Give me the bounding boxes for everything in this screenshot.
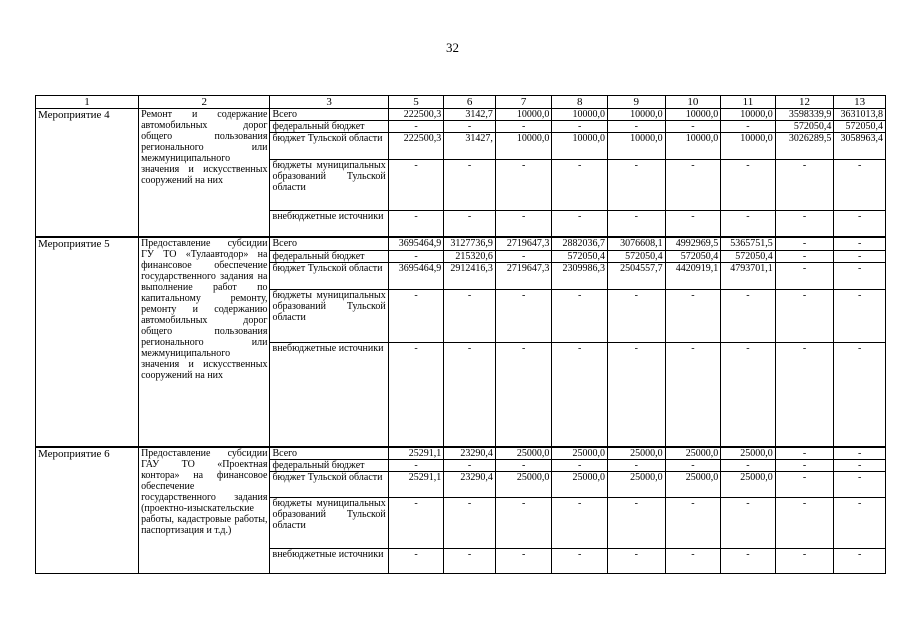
value-cell: - (444, 160, 496, 211)
value-cell: - (495, 343, 552, 447)
funding-source: Всего (270, 237, 388, 251)
value-cell: - (552, 290, 608, 343)
value-cell: 2882036,7 (552, 237, 608, 251)
value-cell: 2719647,3 (495, 237, 552, 251)
value-cell: - (495, 121, 552, 133)
value-cell: - (834, 343, 886, 447)
value-cell: - (834, 263, 886, 290)
value-cell: - (775, 290, 834, 343)
value-cell: - (665, 548, 721, 573)
value-cell: 25000,0 (608, 447, 666, 460)
value-cell: - (444, 459, 496, 471)
value-cell: - (721, 121, 776, 133)
value-cell: - (834, 548, 886, 573)
funding-source: федеральный бюджет (270, 121, 388, 133)
value-cell: 222500,3 (388, 133, 444, 160)
value-cell: 4992969,5 (665, 237, 721, 251)
value-cell: 25000,0 (721, 447, 776, 460)
value-cell: 10000,0 (552, 109, 608, 121)
table-row (36, 109, 886, 121)
value-cell: - (608, 290, 666, 343)
value-cell: 10000,0 (665, 109, 721, 121)
value-cell: - (444, 343, 496, 447)
column-header: 1 (36, 96, 139, 109)
value-cell: - (775, 211, 834, 237)
value-cell: 222500,3 (388, 109, 444, 121)
value-cell: 2309986,3 (552, 263, 608, 290)
value-cell: - (721, 160, 776, 211)
funding-source: внебюджетные источники (270, 548, 388, 573)
value-cell: 23290,4 (444, 471, 496, 497)
value-cell: 25000,0 (721, 471, 776, 497)
value-cell: - (834, 211, 886, 237)
event-description: Предоставление субсидии ГУ ТО «Тулаавтодор» на финансовое обеспечение государственного задания на выполнение работ по капитальному ремонту, ремонту и содержанию автомобильных дорог общего пользования регионального или межмуниципального значения и искусственных сооружений на них (139, 237, 270, 447)
event-description: Ремонт и содержание автомобильных дорог общего пользования регионального или межмуниципального значения и искусственных сооружений на них (139, 109, 270, 237)
value-cell: - (444, 121, 496, 133)
value-cell: 2912416,3 (444, 263, 496, 290)
funding-source: федеральный бюджет (270, 251, 388, 263)
value-cell: - (775, 160, 834, 211)
value-cell: - (775, 447, 834, 460)
value-cell: 23290,4 (444, 447, 496, 460)
value-cell: - (721, 290, 776, 343)
value-cell: 4793701,1 (721, 263, 776, 290)
value-cell: 3142,7 (444, 109, 496, 121)
value-cell: - (552, 121, 608, 133)
funding-source: внебюджетные источники (270, 211, 388, 237)
funding-source: бюджет Тульской области (270, 133, 388, 160)
value-cell: - (608, 497, 666, 548)
value-cell: - (721, 211, 776, 237)
value-cell: - (608, 160, 666, 211)
value-cell: - (665, 497, 721, 548)
value-cell: 215320,6 (444, 251, 496, 263)
value-cell: - (495, 211, 552, 237)
value-cell: 572050,4 (834, 121, 886, 133)
value-cell: 572050,4 (775, 121, 834, 133)
funding-source: федеральный бюджет (270, 459, 388, 471)
funding-source: бюджеты муниципальных образований Тульской области (270, 497, 388, 548)
funding-source: Всего (270, 447, 388, 460)
value-cell: - (552, 548, 608, 573)
value-cell: - (665, 160, 721, 211)
table-body (36, 109, 886, 574)
value-cell: - (552, 343, 608, 447)
event-label: Мероприятие 5 (36, 237, 139, 447)
value-cell: - (665, 211, 721, 237)
value-cell: 3695464,9 (388, 263, 444, 290)
value-cell: 10000,0 (721, 109, 776, 121)
value-cell: - (775, 459, 834, 471)
column-header: 10 (665, 96, 721, 109)
value-cell: - (721, 548, 776, 573)
value-cell: 10000,0 (608, 133, 666, 160)
funding-source: бюджет Тульской области (270, 471, 388, 497)
value-cell: 25291,1 (388, 471, 444, 497)
value-cell: - (388, 160, 444, 211)
value-cell: - (444, 211, 496, 237)
value-cell: 3058963,4 (834, 133, 886, 160)
value-cell: - (834, 237, 886, 251)
value-cell: 4420919,1 (665, 263, 721, 290)
value-cell: - (444, 548, 496, 573)
value-cell: 25000,0 (552, 471, 608, 497)
page-number: 32 (446, 40, 459, 55)
value-cell: - (775, 263, 834, 290)
value-cell: - (444, 290, 496, 343)
value-cell: - (552, 211, 608, 237)
value-cell: 5365751,5 (721, 237, 776, 251)
value-cell: - (552, 497, 608, 548)
value-cell: - (495, 497, 552, 548)
value-cell: - (552, 160, 608, 211)
value-cell: 25291,1 (388, 447, 444, 460)
value-cell: - (608, 121, 666, 133)
value-cell: - (388, 290, 444, 343)
funding-source: бюджеты муниципальных образований Тульской области (270, 290, 388, 343)
column-header: 5 (388, 96, 444, 109)
value-cell: - (552, 459, 608, 471)
value-cell: - (495, 459, 552, 471)
value-cell: - (775, 237, 834, 251)
value-cell: - (388, 251, 444, 263)
table-row (36, 447, 886, 460)
value-cell: 31427, (444, 133, 496, 160)
value-cell: - (388, 459, 444, 471)
column-header: 13 (834, 96, 886, 109)
value-cell: - (775, 251, 834, 263)
value-cell: 10000,0 (495, 133, 552, 160)
value-cell: - (721, 459, 776, 471)
funding-source: внебюджетные источники (270, 343, 388, 447)
value-cell: - (495, 548, 552, 573)
value-cell: - (775, 343, 834, 447)
value-cell: - (388, 211, 444, 237)
funding-source: бюджеты муниципальных образований Тульской области (270, 160, 388, 211)
value-cell: - (388, 548, 444, 573)
value-cell: 572050,4 (552, 251, 608, 263)
value-cell: 10000,0 (495, 109, 552, 121)
value-cell: - (495, 251, 552, 263)
value-cell: 10000,0 (552, 133, 608, 160)
event-description: Предоставление субсидии ГАУ ТО «Проектная контора» на финансовое обеспечение государственного задания (проектно-изыскательские работы, кадастровые работы, паспортизация и т.д.) (139, 447, 270, 574)
value-cell: 2719647,3 (495, 263, 552, 290)
value-cell: - (665, 290, 721, 343)
value-cell: - (834, 459, 886, 471)
value-cell: - (834, 497, 886, 548)
column-header: 11 (721, 96, 776, 109)
column-header: 2 (139, 96, 270, 109)
value-cell: 3026289,5 (775, 133, 834, 160)
value-cell: 25000,0 (608, 471, 666, 497)
value-cell: - (444, 497, 496, 548)
value-cell: - (721, 497, 776, 548)
value-cell: - (834, 160, 886, 211)
value-cell: - (775, 497, 834, 548)
value-cell: - (608, 459, 666, 471)
column-header: 9 (608, 96, 666, 109)
table-row (36, 237, 886, 251)
value-cell: 3127736,9 (444, 237, 496, 251)
value-cell: 10000,0 (721, 133, 776, 160)
value-cell: - (834, 251, 886, 263)
value-cell: 3076608,1 (608, 237, 666, 251)
header-row (36, 96, 886, 109)
column-header: 7 (495, 96, 552, 109)
value-cell: 25000,0 (495, 471, 552, 497)
value-cell: - (665, 121, 721, 133)
event-label: Мероприятие 6 (36, 447, 139, 574)
value-cell: 572050,4 (721, 251, 776, 263)
value-cell: 572050,4 (608, 251, 666, 263)
value-cell: - (721, 343, 776, 447)
value-cell: - (775, 471, 834, 497)
value-cell: 3695464,9 (388, 237, 444, 251)
event-label: Мероприятие 4 (36, 109, 139, 237)
funding-source: Всего (270, 109, 388, 121)
value-cell: 3631013,8 (834, 109, 886, 121)
budget-table (35, 95, 886, 574)
value-cell: - (665, 343, 721, 447)
column-header: 12 (775, 96, 834, 109)
value-cell: 572050,4 (665, 251, 721, 263)
value-cell: - (608, 548, 666, 573)
column-header: 3 (270, 96, 388, 109)
value-cell: - (834, 290, 886, 343)
value-cell: - (834, 471, 886, 497)
value-cell: - (665, 459, 721, 471)
value-cell: - (495, 290, 552, 343)
value-cell: 3598339,9 (775, 109, 834, 121)
funding-source: бюджет Тульской области (270, 263, 388, 290)
value-cell: - (388, 497, 444, 548)
value-cell: - (834, 447, 886, 460)
value-cell: 25000,0 (495, 447, 552, 460)
value-cell: 10000,0 (665, 133, 721, 160)
value-cell: - (608, 343, 666, 447)
value-cell: 25000,0 (665, 447, 721, 460)
value-cell: - (608, 211, 666, 237)
column-header: 6 (444, 96, 496, 109)
value-cell: - (775, 548, 834, 573)
value-cell: 25000,0 (552, 447, 608, 460)
value-cell: - (495, 160, 552, 211)
value-cell: - (388, 121, 444, 133)
value-cell: 10000,0 (608, 109, 666, 121)
column-header: 8 (552, 96, 608, 109)
value-cell: - (388, 343, 444, 447)
value-cell: 25000,0 (665, 471, 721, 497)
value-cell: 2504557,7 (608, 263, 666, 290)
